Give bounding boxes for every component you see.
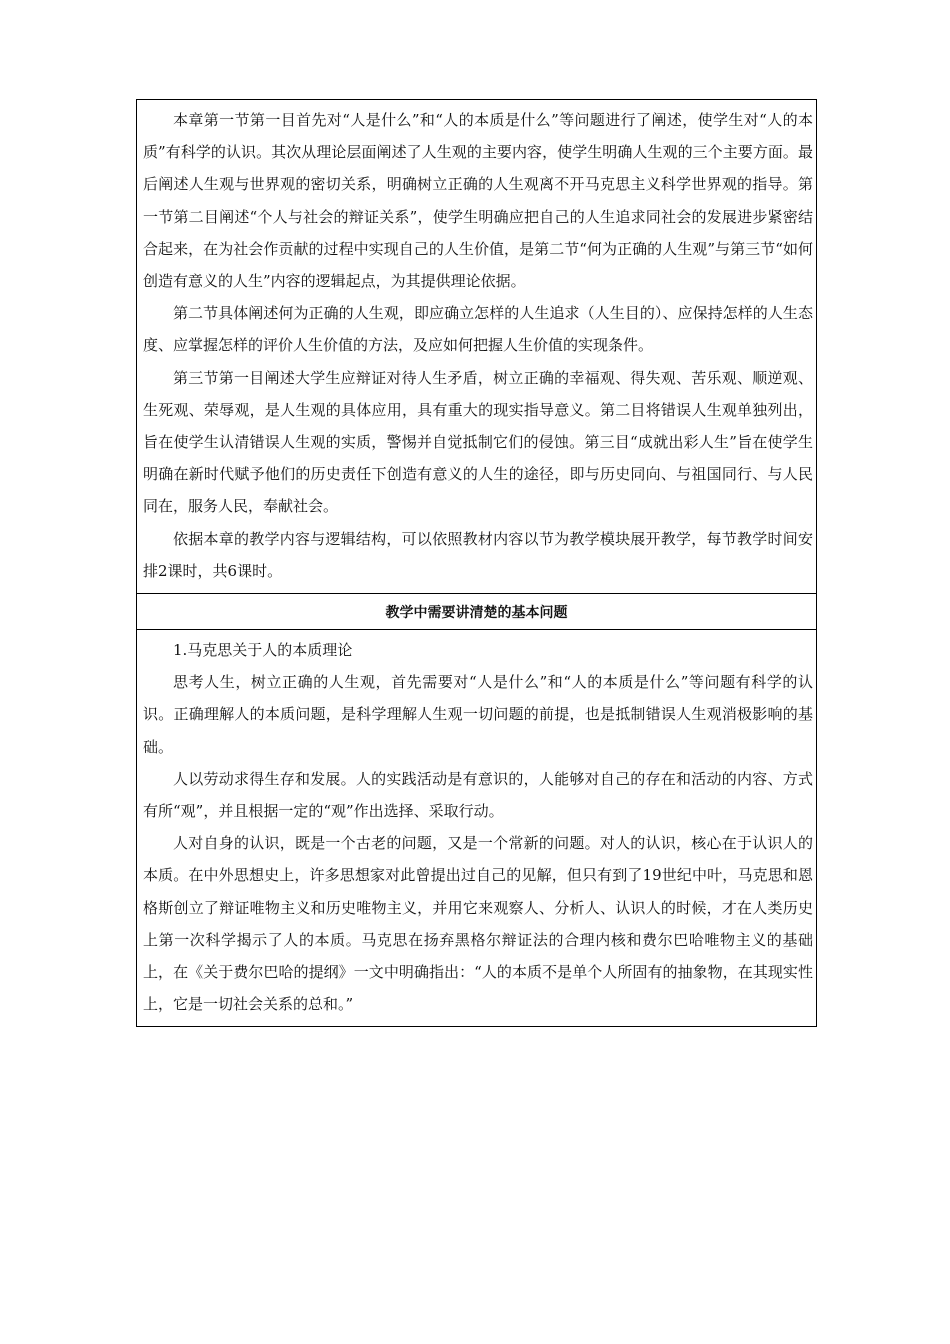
issues-paragraph-3: 人对自身的认识，既是一个古老的问题，又是一个常新的问题。对人的认识，核心在于认识人的本质。在中外思想史上，许多思想家对此曾提出过自己的见解，但只有到了19世纪中叶，马克思和恩格斯创立了辩证唯物主义和历史唯物主义，并用它来观察人、分析人、认识人的时候，才在人类历史上第一次科学揭示了人的本质。马克思在扬弃黑格尔辩证法的合理内核和费尔巴哈唯物主义的基础上，在《关于费尔巴哈的提纲》一文中明确指出：“人的本质不是单个人所固有的抽象物，在其现实性上，它是一切社会关系的总和。” — [143, 834, 813, 1014]
issues-paragraph-1: 思考人生，树立正确的人生观，首先需要对“人是什么”和“人的本质是什么”等问题有科学的认识。正确理解人的本质问题，是科学理解人生观一切问题的前提，也是抵制错误人生观消极影响的基础。 — [143, 673, 813, 756]
intro-paragraph-2: 第二节具体阐述何为正确的人生观，即应确立怎样的人生追求（人生目的）、应保持怎样的人生态度、应掌握怎样的评价人生价值的方法，及应如何把握人生价值的实现条件。 — [143, 304, 813, 355]
document-table — [136, 99, 817, 1027]
subsection-title: 1.马克思关于人的本质理论 — [173, 641, 353, 660]
intro-cell — [137, 100, 816, 593]
section-header-cell — [137, 593, 816, 629]
intro-paragraph-3: 第三节第一目阐述大学生应辩证对待人生矛盾，树立正确的幸福观、得失观、苦乐观、顺逆观、生死观、荣辱观，是人生观的具体应用，具有重大的现实指导意义。第二目将错误人生观单独列出，旨在使学生认清错误人生观的实质，警惕并自觉抵制它们的侵蚀。第三目“成就出彩人生”旨在使学生明确在新时代赋予他们的历史责任下创造有意义的人生的途径，即与历史同向、与祖国同行、与人民同在，服务人民，奉献社会。 — [143, 368, 813, 516]
basic-issues-cell — [137, 629, 816, 1026]
intro-paragraph-4: 依据本章的教学内容与逻辑结构，可以依照教材内容以节为教学模块展开教学，每节教学时间安排2课时，共6课时。 — [143, 529, 813, 580]
issues-paragraph-2: 人以劳动求得生存和发展。人的实践活动是有意识的，人能够对自己的存在和活动的内容、方式有所“观”，并且根据一定的“观”作出选择、采取行动。 — [143, 769, 813, 821]
intro-paragraph-1: 本章第一节第一目首先对“人是什么”和“人的本质是什么”等问题进行了阐述，使学生对“人的本质”有科学的认识。其次从理论层面阐述了人生观的主要内容，使学生明确人生观的三个主要方面。最后阐述人生观与世界观的密切关系，明确树立正确的人生观离不开马克思主义科学世界观的指导。第一节第二目阐述“个人与社会的辩证关系”，使学生明确应把自己的人生追求同社会的发展进步紧密结合起来，在为社会作贡献的过程中实现自己的人生价值，是第二节“何为正确的人生观”与第三节“如何创造有意义的人生”内容的逻辑起点，为其提供理论依据。 — [143, 111, 813, 291]
section-heading: 教学中需要讲清楚的基本问题 — [385, 604, 568, 621]
